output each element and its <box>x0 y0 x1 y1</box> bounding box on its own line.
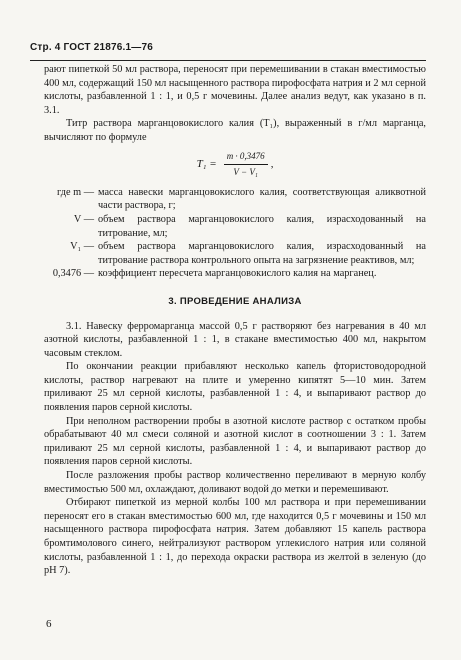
intro-paragraph-1: рают пипеткой 50 мл раствора, переносят при перемешивании в стакан вместимостью 400 мл, содержащий 150 мл насыщенного раствора пирофосфата натрия и 2 мл серной кислоты, разбавленной 1 : 1, и 0,5 г мочевины. Далее анализ ведут, как указано в п. 3.1. <box>44 64 426 116</box>
formula-fraction <box>224 150 268 180</box>
body-paragraph: После разложения пробы раствор количественно переливают в мерную колбу вместимостью 500 мл, охлаждают, доливают водой до метки и перемешивают. <box>44 470 426 495</box>
formula-denominator: V − V₁ <box>233 167 258 178</box>
definition-row <box>44 213 426 240</box>
definition-row <box>44 267 426 281</box>
page-number: 6 <box>46 618 52 630</box>
formula-definitions <box>44 186 426 281</box>
formula-numerator: m · 0,3476 <box>224 150 268 166</box>
definition-row <box>44 186 426 213</box>
definition-symbol: где m — <box>57 186 94 198</box>
definition-text: объем раствора марганцовокислого калия, израсходованный на титрование, мл; <box>98 213 426 239</box>
definition-symbol: V₁ — <box>70 241 94 253</box>
body-paragraph: Отбирают пипеткой из мерной колбы 100 мл раствора и при перемешивании переносят его в стакан вместимостью 600 мл, где находится 0,5 г мочевины и 150 мл насыщенного раствора пирофосфата натрия. Затем добавляют 15 капель раствора бромтимолового синего, нейтрализуют раствором углекислого натрия или соляной кислоты, разбавленной 1 : 1, до перехода окраски раствора из желтой в зеленую (до pH 7). <box>44 497 426 577</box>
header-rule <box>30 60 426 61</box>
body-paragraph: По окончании реакции прибавляют несколько капель фтористоводородной кислоты, раствор нагревают на плите и умеренно кипятят 5—10 мин. Затем приливают 25 мл серной кислоты, разбавленной 1 : 4, и выпаривают раствор до появления паров серной кислоты. <box>44 361 426 414</box>
definition-text: коэффициент пересчета марганцовокислого калия на марганец. <box>98 268 377 280</box>
formula-lhs: T₁ = <box>196 157 217 170</box>
intro-paragraph-2: Титр раствора марганцовокислого калия (T₁), выраженный в г/мл марганца, вычисляют по формуле <box>44 118 426 143</box>
body-paragraph: 3.1. Навеску ферромарганца массой 0,5 г растворяют без нагревания в 40 мл азотной кислоты, разбавленной 1 : 1, в стакане вместимостью 400 мл, накрытом часовым стеклом. <box>44 320 426 359</box>
titer-formula <box>44 150 426 180</box>
formula-tail: , <box>270 157 274 170</box>
definition-text: масса навески марганцовокислого калия, соответствующая аликвотной части раствора, г; <box>98 186 426 212</box>
definition-symbol: 0,3476 — <box>52 268 94 280</box>
section-title: 3. ПРОВЕДЕНИЕ АНАЛИЗА <box>168 295 302 307</box>
page-header: Стр. 4 ГОСТ 21876.1—76 <box>30 42 153 53</box>
definition-symbol: V — <box>73 213 94 225</box>
page-content <box>44 63 426 578</box>
definition-row <box>44 240 426 267</box>
definition-text: объем раствора марганцовокислого калия, израсходованный на титрование раствора контрольного опыта на загрязнение реактивов, мл; <box>98 241 426 266</box>
body-paragraph: При неполном растворении пробы в азотной кислоте раствор с остатком пробы обрабатывают 40 мл смеси соляной и азотной кислот в соотношении 3 : 1. Затем приливают 25 мл серной кислоты, разбавленной 1 : 4, и выпаривают раствор до появления паров серной кислоты. <box>44 415 426 468</box>
